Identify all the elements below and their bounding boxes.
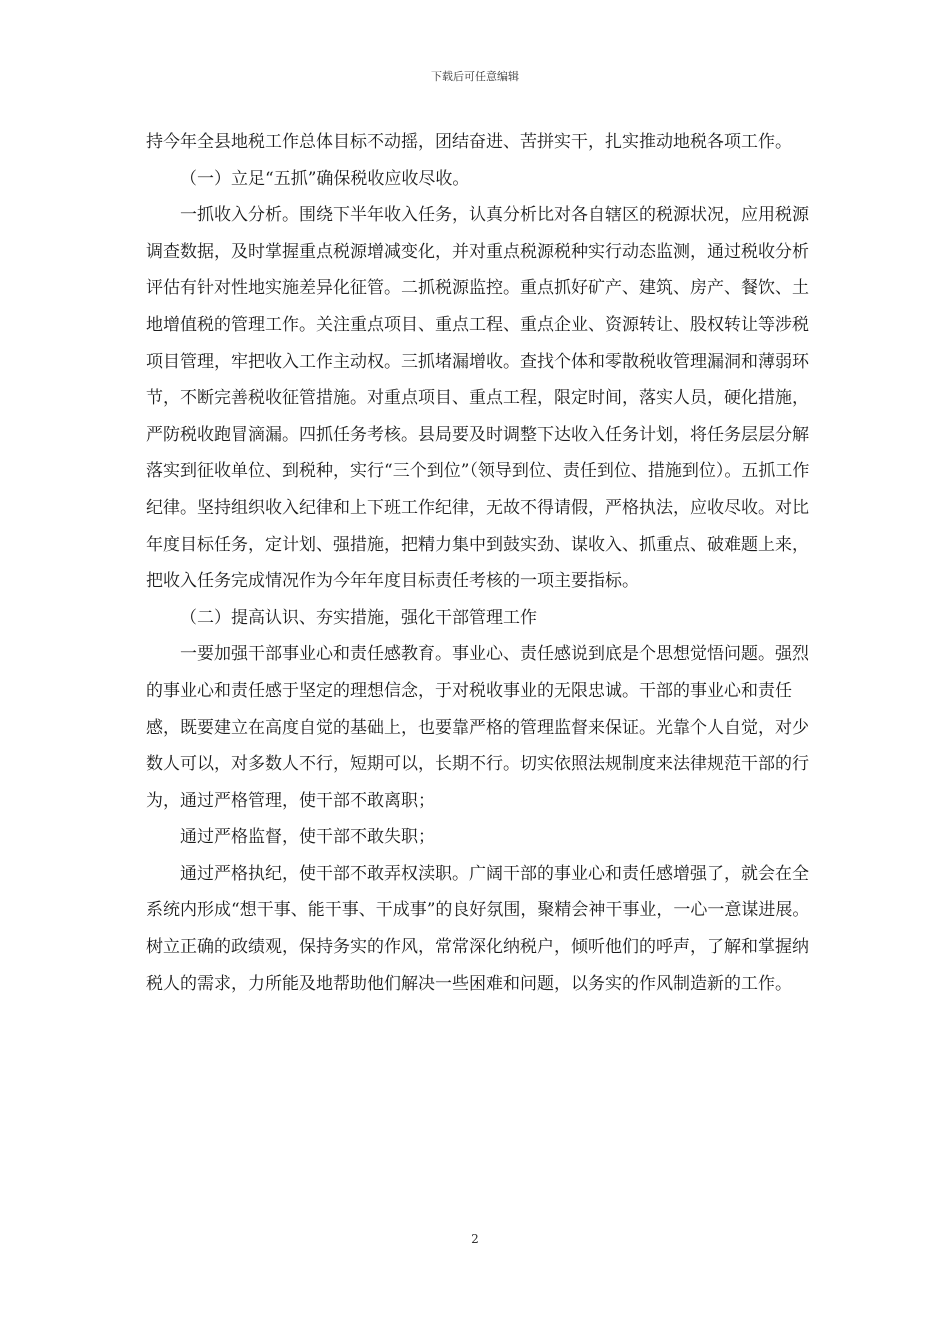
page-number: 2	[471, 1232, 479, 1246]
section-heading-1: （一）立足“五抓”确保税收应收尽收。	[180, 168, 470, 189]
page-header: 下载后可任意编辑	[431, 70, 519, 83]
paragraph-five-grasps: 一抓收入分析。围绕下半年收入任务，认真分析比对各自辖区的税源状况，应用税源调查数据，及时掌握重点税源增减变化，并对重点税源税种实行动态监测，通过税收分析评估有针对性地实施差异化征管。二抓税源监控。重点抓好矿产、建筑、房产、餐饮、土地增值税的管理工作。关注重点项目、重点工程、重点企业、资源转让、股权转让等涉税项目管理，牢把收入工作主动权。三抓堵漏增收。查找个体和零散税收管理漏洞和薄弱环节，不断完善税收征管措施。对重点项目、重点工程，限定时间，落实人员，硬化措施，严防税收跑冒滴漏。四抓任务考核。县局要及时调整下达收入任务计划，将任务层层分解落实到征收单位、到税种，实行“三个到位”（领导到位、责任到位、措施到位）。五抓工作纪律。坚持组织收入纪律和上下班工作纪律，无故不得请假，严格执法，应收尽收。对比年度目标任务，定计划、强措施，把精力集中到鼓实劲、谋收入、抓重点、破难题上来，把收入任务完成情况作为今年年度目标责任考核的一项主要指标。	[146, 205, 810, 592]
document-body	[146, 124, 810, 1002]
section-heading-2: （二）提高认识、夯实措施，强化干部管理工作	[180, 607, 537, 628]
paragraph-cadre-education: 一要加强干部事业心和责任感教育。事业心、责任感说到底是个思想觉悟问题。强烈的事业心和责任感于坚定的理想信念，于对税收事业的无限忠诚。干部的事业心和责任感，既要建立在高度自觉的基础上，也要靠严格的管理监督来保证。光靠个人自觉，对少数人可以，对多数人不行，短期可以，长期不行。切实依照法规制度来法律规范干部的行为，通过严格管理，使干部不敢离职；	[146, 644, 809, 811]
paragraph-supervision: 通过严格监督，使干部不敢失职；	[180, 827, 435, 848]
paragraph-continuation: 持今年全县地税工作总体目标不动摇，团结奋进、苦拼实干，扎实推动地税各项工作。	[146, 132, 792, 152]
paragraph-discipline: 通过严格执纪，使干部不敢弄权渎职。广阔干部的事业心和责任感增强了，就会在全系统内形成“想干事、能干事、干成事”的良好氛围，聚精会神干事业，一心一意谋进展。树立正确的政绩观，保持务实的作风，常常深化纳税户，倾听他们的呼声，了解和掌握纳税人的需求，力所能及地帮助他们解决一些困难和问题，以务实的作风制造新的工作。	[146, 863, 810, 994]
